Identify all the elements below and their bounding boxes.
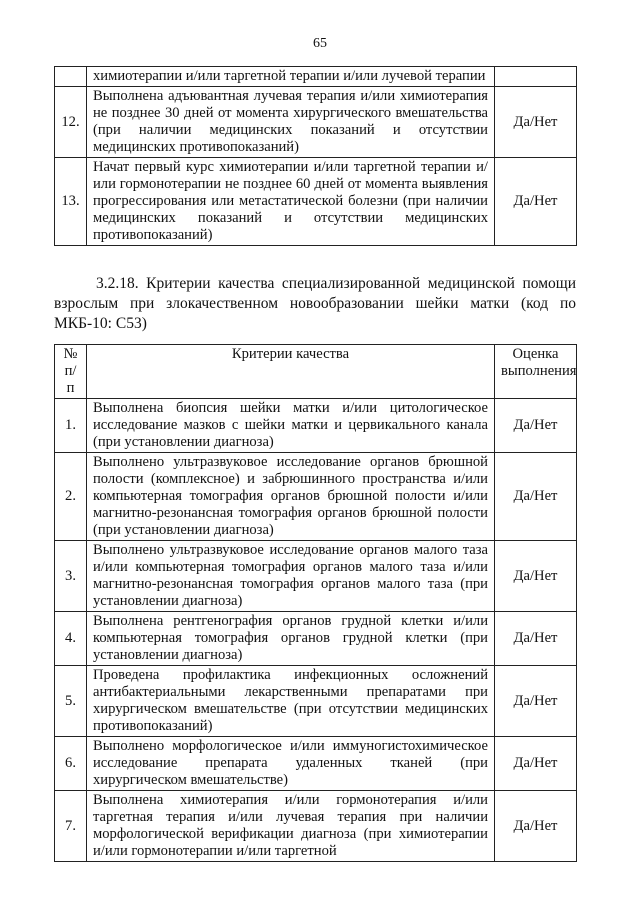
criterion-text: Выполнена биопсия шейки матки и/или цитологическое исследование мазков с шейки матки и цервикального канала (при установлении диагноза): [87, 399, 495, 453]
criterion-text: Выполнено морфологическое и/или иммуногистохимическое исследование препарата удаленных тканей (при хирургическом вмешательстве): [87, 737, 495, 791]
evaluation-text: Да/Нет: [495, 399, 577, 453]
criterion-text: Выполнена адъювантная лучевая терапия и/или химиотерапия не позднее 30 дней от момента хирургического вмешательства (при наличии медицинских показаний и отсутствии медицинских противопоказаний): [87, 87, 495, 158]
page-number: 65: [313, 36, 327, 51]
row-number: 13.: [55, 158, 87, 246]
criteria-table-cervical-cancer: [54, 344, 577, 862]
evaluation-text: Да/Нет: [495, 737, 577, 791]
evaluation-text: [495, 67, 577, 87]
criterion-text: химиотерапии и/или таргетной терапии и/или лучевой терапии: [87, 67, 495, 87]
row-number: 2.: [55, 453, 87, 541]
table-row: [55, 87, 577, 158]
table-row: [55, 453, 577, 541]
evaluation-text: Да/Нет: [495, 158, 577, 246]
criterion-text: Выполнено ультразвуковое исследование органов брюшной полости (комплексное) и забрюшинного пространства и/или компьютерная томография органов брюшной полости и/или магнитно-резонансная томография органов брюшной полости (при установлении диагноза): [87, 453, 495, 541]
evaluation-text: Да/Нет: [495, 453, 577, 541]
header-number: № п/п: [55, 345, 87, 399]
row-number: 5.: [55, 666, 87, 737]
evaluation-text: Да/Нет: [495, 666, 577, 737]
criterion-text: Проведена профилактика инфекционных осложнений антибактериальными лекарственными препаратами при хирургическом вмешательстве (при отсутствии медицинских противопоказаний): [87, 666, 495, 737]
evaluation-text: Да/Нет: [495, 87, 577, 158]
row-number: [55, 67, 87, 87]
table-row: [55, 158, 577, 246]
row-number: 7.: [55, 791, 87, 862]
row-number: 6.: [55, 737, 87, 791]
row-number: 4.: [55, 612, 87, 666]
table-row: [55, 67, 577, 87]
criteria-table-continuation: [54, 66, 577, 246]
table-row: [55, 399, 577, 453]
criterion-text: Выполнена рентгенография органов грудной клетки и/или компьютерная томография органов грудной клетки (при установлении диагноза): [87, 612, 495, 666]
header-evaluation: Оценка выполнения: [495, 345, 577, 399]
criterion-text: Выполнено ультразвуковое исследование органов малого таза и/или компьютерная томография органов малого таза и/или магнитно-резонансная томография органов малого таза (при установлении диагноза): [87, 541, 495, 612]
criterion-text: Начат первый курс химиотерапии и/или таргетной терапии и/или гормонотерапии не позднее 60 дней от момента выявления прогрессирования или метастатической болезни (при наличии медицинских показаний и отсутствии медицинских противопоказаний): [87, 158, 495, 246]
evaluation-text: Да/Нет: [495, 541, 577, 612]
table-row: [55, 791, 577, 862]
row-number: 3.: [55, 541, 87, 612]
evaluation-text: Да/Нет: [495, 612, 577, 666]
evaluation-text: Да/Нет: [495, 791, 577, 862]
table-row: [55, 541, 577, 612]
header-criteria: Критерии качества: [87, 345, 495, 399]
row-number: 1.: [55, 399, 87, 453]
table-row: [55, 737, 577, 791]
section-heading: 3.2.18. Критерии качества специализированной медицинской помощи взрослым при злокачественном новообразовании шейки матки (код по МКБ-10: C53): [54, 275, 576, 332]
table-row: [55, 666, 577, 737]
table-row: [55, 612, 577, 666]
row-number: 12.: [55, 87, 87, 158]
table-header-row: [55, 345, 577, 399]
criterion-text: Выполнена химиотерапия и/или гормонотерапия и/или таргетная терапия и/или лучевая терапия при наличии морфологической верификации диагноза (при химиотерапии и/или гормонотерапии и/или таргетной: [87, 791, 495, 862]
